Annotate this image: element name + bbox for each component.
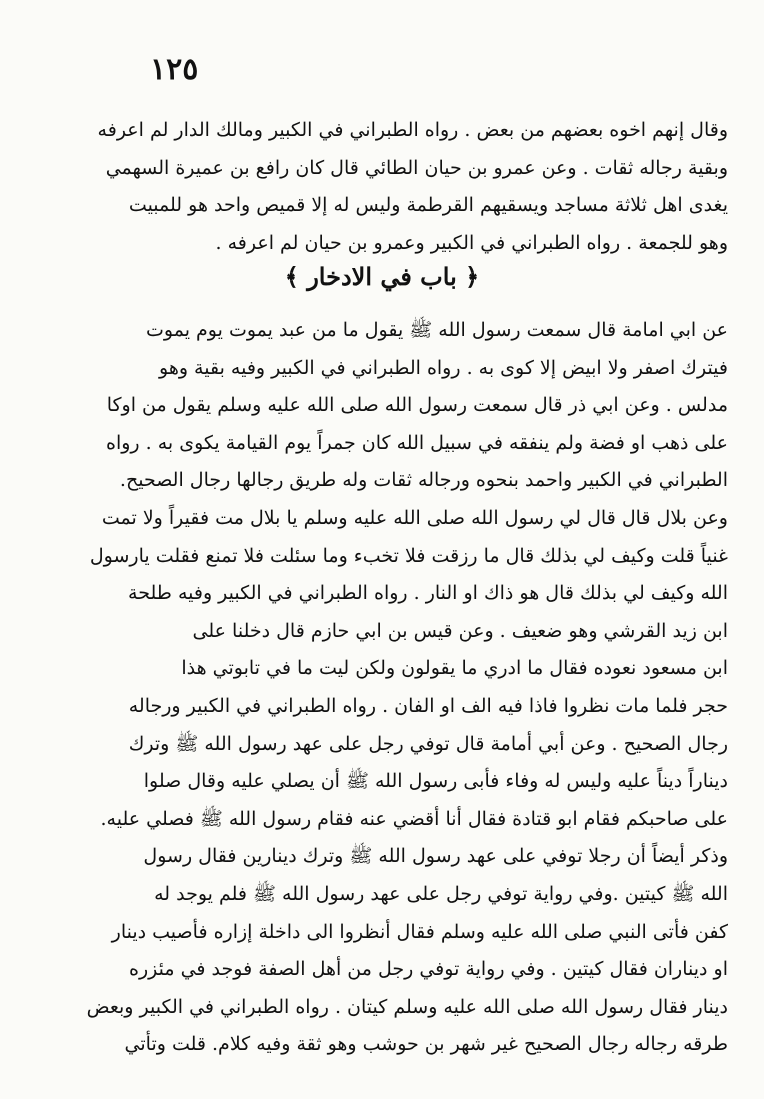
text-line: ابن مسعود نعوده فقال ما ادري ما يقولون ولكن ليت ما في تابوتي هذا [181, 657, 728, 680]
text-line: وقال إنهم اخوه بعضهم من بعض . رواه الطبراني في الكبير ومالك الدار لم اعرفه [97, 119, 728, 141]
text-line: ابن زيد القرشي وهو ضعيف . وعن قيس بن ابي حازم قال دخلنا على [192, 619, 728, 642]
text-line: يغدى اهل ثلاثة مساجد ويسقيهم القرطمة وليس له إلا قميص واحد هو للمبيت [128, 194, 728, 217]
text-block-top [68, 112, 728, 262]
text-block-main [68, 312, 728, 1064]
text-line: وبقية رجاله ثقات . وعن عمرو بن حيان الطائي قال كان رافع بن عميرة السهمي [105, 156, 728, 179]
section-heading: ﴿ باب في الادخار ﴾ [284, 262, 480, 291]
text-line: كفن فأتى النبي صلى الله عليه وسلم فقال أنظروا الى داخلة إزاره فأصيب دينار [111, 920, 728, 943]
text-line: على صاحبكم فقام ابو قتادة فقال أنا أقضي عنه فقام رسول الله ﷺ فصلي عليه. [100, 807, 728, 830]
text-line: وهو للجمعة . رواه الطبراني في الكبير وعمرو بن حيان لم اعرفه . [215, 231, 728, 254]
text-line: الطبراني في الكبير واحمد بنحوه ورجاله ثقات وله طريق رجالها رجال الصحيح. [119, 469, 728, 492]
text-line: طرقه رجاله رجال الصحيح غير شهر بن حوشب وهو ثقة وفيه كلام. قلت وتأتي [124, 1033, 728, 1056]
text-line: وذكر أيضاً أن رجلا توفي على عهد رسول الله ﷺ وترك دينارين فقال رسول [143, 845, 728, 868]
text-line: على ذهب او فضة ولم ينفقه في سبيل الله كان جمراً يوم القيامة يكوى به . رواه [106, 431, 728, 454]
text-line: فيترك اصفر ولا ابيض إلا كوى به . رواه الطبراني في الكبير وفيه بقية وهو [159, 356, 728, 379]
text-line: مدلس . وعن ابي ذر قال سمعت رسول الله صلى الله عليه وسلم يقول من اوكا [106, 394, 728, 417]
text-line: وعن بلال قال قال لي رسول الله صلى الله عليه وسلم يا بلال مت فقيراً ولا تمت [101, 506, 728, 529]
text-line: غنياً قلت وكيف لي بذلك قال ما رزقت فلا تخبء وما سئلت فلا تمنع فقلت يارسول [89, 544, 728, 567]
text-line: عن ابي امامة قال سمعت رسول الله ﷺ يقول ما من عبد يموت يوم يموت [146, 319, 728, 341]
text-line: حجر فلما مات نظروا فاذا فيه الف او الفان . رواه الطبراني في الكبير ورجاله [128, 694, 728, 717]
text-line: ديناراً ديناً عليه وليس له وفاء فأبى رسول الله ﷺ أن يصلي عليه وقال صلوا [143, 770, 728, 793]
page-number: ١٢٥ [150, 52, 199, 87]
text-line: رجال الصحيح . وعن أبي أمامة قال توفي رجل على عهد رسول الله ﷺ وترك [128, 732, 728, 755]
text-line: الله ﷺ كيتين .وفي رواية توفي رجل على عهد رسول الله ﷺ فلم يوجد له [154, 882, 728, 905]
text-line: او ديناران فقال كيتين . وفي رواية توفي رجل من أهل الصفة فوجد في مئزره [129, 958, 728, 981]
text-line: دينار فقال رسول الله صلى الله عليه وسلم كيتان . رواه الطبراني في الكبير وبعض [86, 995, 728, 1018]
text-line: الله وكيف لي بذلك قال هو ذاك او النار . رواه الطبراني في الكبير وفيه طلحة [128, 582, 728, 605]
